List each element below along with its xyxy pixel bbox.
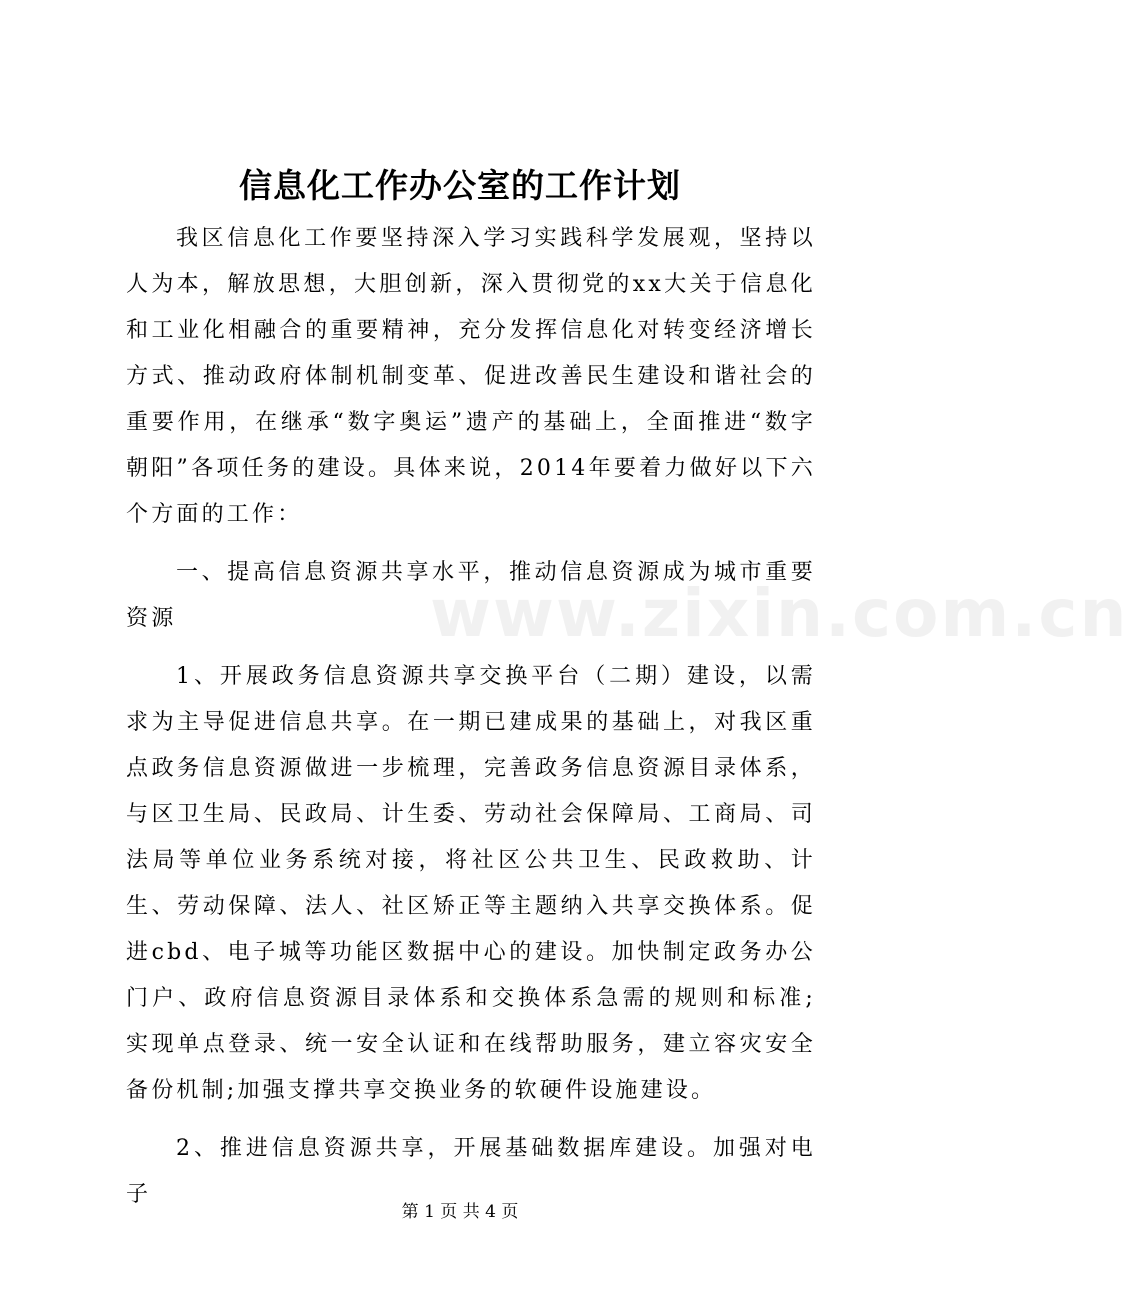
intro-paragraph: 我区信息化工作要坚持深入学习实践科学发展观，坚持以人为本，解放思想，大胆创新，深入贯彻党的xx大关于信息化和工业化相融合的重要精神，充分发挥信息化对转变经济增长方式、推动政府体制机制变革、促进改善民生建设和谐社会的重要作用，在继承“数字奥运”遗产的基础上，全面推进“数字朝阳”各项任务的建设。具体来说，2014年要着力做好以下六个方面的工作： xyxy=(126,226,816,527)
item-paragraph-1: 1、开展政务信息资源共享交换平台（二期）建设，以需求为主导促进信息共享。在一期已建成果的基础上，对我区重点政务信息资源做进一步梳理，完善政务信息资源目录体系，与区卫生局、民政局、计生委、劳动社会保障局、工商局、司法局等单位业务系统对接，将社区公共卫生、民政救助、计生、劳动保障、法人、社区矫正等主题纳入共享交换体系。促进cbd、电子城等功能区数据中心的建设。加快制定政务办公门户、政府信息资源目录体系和交换体系急需的规则和标准;实现单点登录、统一安全认证和在线帮助服务，建立容灾安全备份机制;加强支撑共享交换业务的软硬件设施建设。 xyxy=(126,664,816,1103)
section-heading-1: 一、提高信息资源共享水平，推动信息资源成为城市重要资源 xyxy=(126,560,816,631)
item-paragraph-2: 2、推进信息资源共享，开展基础数据库建设。加强对电子 xyxy=(126,1136,816,1207)
page-footer: 第 1 页 共 4 页 xyxy=(401,1202,519,1222)
document-title: 信息化工作办公室的工作计划 xyxy=(239,166,681,205)
document-body xyxy=(126,216,816,1230)
site-watermark: www.zixin.com.cn xyxy=(430,575,1128,652)
